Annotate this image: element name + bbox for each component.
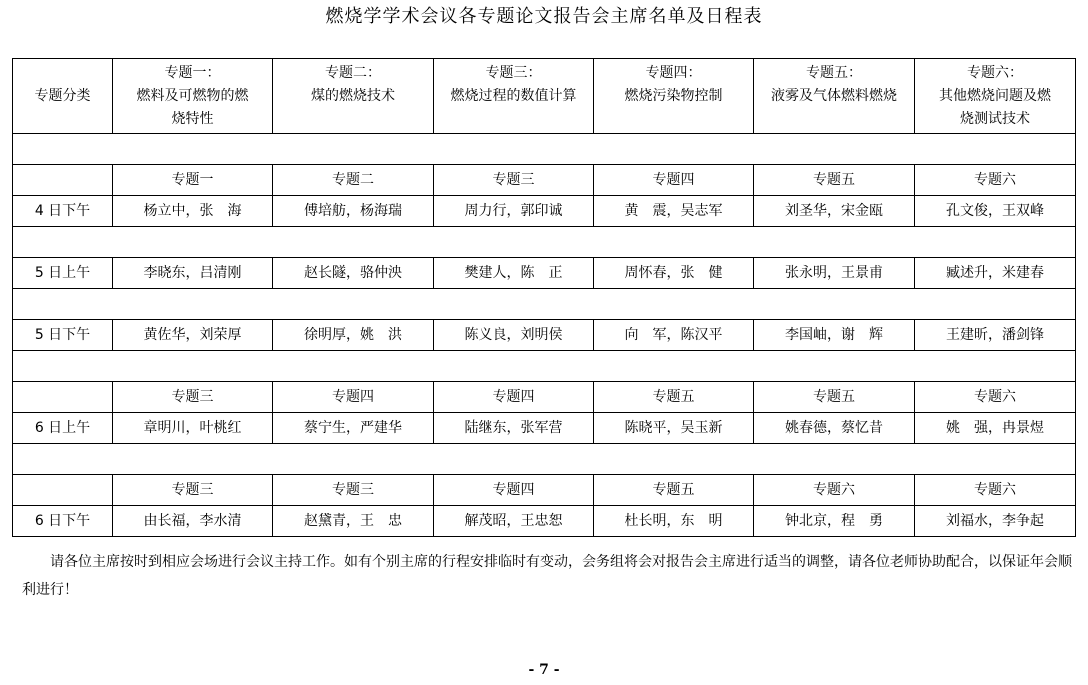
topic-name: 煤的燃烧技术 [311,87,395,104]
chair-names: 孔文俊，王双峰 [915,196,1076,227]
chair-names: 向 军，陈汉平 [594,320,754,351]
chair-names: 李国岫，谢 辉 [754,320,915,351]
session-row [13,413,1076,444]
topic-header-row [13,59,1076,134]
session-topic-row [13,382,1076,413]
chair-names: 杜长明，东 明 [594,506,754,537]
topic-name: 其他燃烧问题及燃烧测试技术 [939,87,1051,127]
session-time: 6 日上午 [13,413,113,444]
schedule-table [12,58,1076,537]
session-topic-cell: 专题五 [754,382,915,413]
chair-names: 蔡宁生，严建华 [273,413,434,444]
spacer-cell [13,351,1076,382]
spacer-row [13,227,1076,258]
topic-name: 液雾及气体燃料燃烧 [771,87,897,104]
chair-notice: 请各位主席按时到相应会场进行会议主持工作。如有个别主席的行程安排临时有变动，会务组将会对报告会主席进行适当的调整，请各位老师协助配合，以保证年会顺利进行！ [22,554,1072,598]
session-topic-cell: 专题五 [594,475,754,506]
chair-names: 樊建人，陈 正 [434,258,594,289]
chair-names: 赵长隧，骆仲泱 [273,258,434,289]
chair-names: 张永明，王景甫 [754,258,915,289]
session-topic-cell: 专题三 [113,475,273,506]
session-topic-cell: 专题四 [273,382,434,413]
spacer-row [13,134,1076,165]
chair-names: 刘福水，李争起 [915,506,1076,537]
chair-names: 李晓东，吕清刚 [113,258,273,289]
topic-header-cell [754,59,915,134]
spacer-row [13,351,1076,382]
topic-code: 专题二： [325,64,381,81]
chair-names: 周怀春，张 健 [594,258,754,289]
chair-names: 王建昕，潘剑锋 [915,320,1076,351]
topic-header-cell [434,59,594,134]
session-topic-row [13,165,1076,196]
chair-names: 钟北京，程 勇 [754,506,915,537]
session-topic-cell: 专题四 [434,382,594,413]
session-row [13,196,1076,227]
page-title: 燃烧学学术会议各专题论文报告会主席名单及日程表 [325,6,763,27]
chair-names: 黄 震，吴志军 [594,196,754,227]
session-time: 4 日下午 [13,196,113,227]
topic-header-cell [273,59,434,134]
session-topic-cell: 专题二 [273,165,434,196]
topic-name: 燃料及可燃物的燃烧特性 [136,87,249,127]
topic-header-cell [113,59,273,134]
topic-code: 专题六： [967,64,1023,81]
session-topic-cell: 专题三 [273,475,434,506]
spacer-cell [13,227,1076,258]
topic-header-cell [915,59,1076,134]
session-time: 5 日上午 [13,258,113,289]
spacer-row [13,289,1076,320]
chair-names: 陈义良，刘明侯 [434,320,594,351]
page-number: - 7 - [528,662,560,678]
session-topic-cell: 专题三 [113,382,273,413]
chair-names: 杨立中，张 海 [113,196,273,227]
spacer-cell [13,289,1076,320]
chair-names: 黄佐华，刘荣厚 [113,320,273,351]
topic-code: 专题五： [806,64,862,81]
empty-cell [13,165,113,196]
session-time: 5 日下午 [13,320,113,351]
session-topic-cell: 专题一 [113,165,273,196]
session-topic-cell: 专题六 [915,165,1076,196]
session-topic-cell: 专题三 [434,165,594,196]
chair-names: 赵黛青，王 忠 [273,506,434,537]
spacer-row [13,444,1076,475]
chair-names: 臧述升，米建春 [915,258,1076,289]
session-topic-row [13,475,1076,506]
chair-names: 陆继东，张军营 [434,413,594,444]
session-topic-cell: 专题六 [915,382,1076,413]
chair-names: 章明川，叶桃红 [113,413,273,444]
chair-names: 刘圣华，宋金瓯 [754,196,915,227]
session-row [13,320,1076,351]
topic-name: 燃烧污染物控制 [624,87,723,104]
topic-code: 专题三： [485,64,542,81]
chair-names: 由长福，李水清 [113,506,273,537]
empty-cell [13,382,113,413]
session-topic-cell: 专题六 [754,475,915,506]
session-topic-cell: 专题五 [754,165,915,196]
topic-name: 燃烧过程的数值计算 [450,87,577,104]
chair-names: 周力行，郭印诚 [434,196,594,227]
chair-names: 姚 强，冉景煜 [915,413,1076,444]
chair-names: 陈晓平，吴玉新 [594,413,754,444]
spacer-cell [13,134,1076,165]
chair-names: 傅培舫，杨海瑞 [273,196,434,227]
chair-names: 徐明厚，姚 洪 [273,320,434,351]
chair-names: 解茂昭，王忠恕 [434,506,594,537]
session-topic-cell: 专题六 [915,475,1076,506]
chair-names: 姚春德，蔡忆昔 [754,413,915,444]
session-topic-cell: 专题四 [434,475,594,506]
session-row [13,258,1076,289]
session-time: 6 日下午 [13,506,113,537]
session-topic-cell: 专题四 [594,165,754,196]
session-topic-cell: 专题五 [594,382,754,413]
session-row [13,506,1076,537]
topic-header-cell [594,59,754,134]
topic-code: 专题四： [645,64,702,81]
topic-code: 专题一： [164,64,221,81]
topic-category-label: 专题分类 [13,59,113,134]
spacer-cell [13,444,1076,475]
empty-cell [13,475,113,506]
